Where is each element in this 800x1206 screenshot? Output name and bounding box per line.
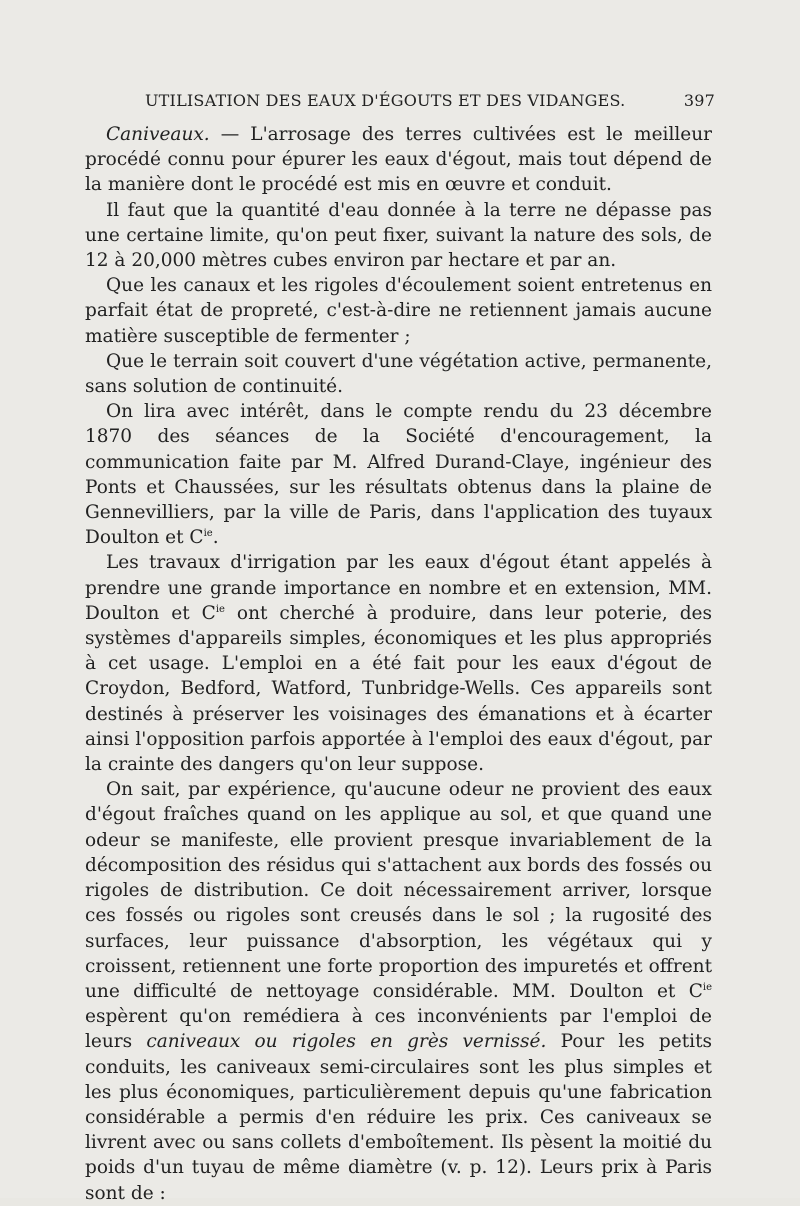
paragraph-text-cont: espèrent qu'on remédiera à ces inconvénients par l'emploi de leurs <box>85 1006 712 1053</box>
superscript: ie <box>203 528 213 540</box>
paragraph-odeur <box>85 777 712 1205</box>
paragraph-text: Les travaux d'irrigation par les eaux d'égout étant appelés à prendre une grande importance en nombre et en extension, MM. Doulton et C <box>85 552 712 624</box>
page-number: 397 <box>683 91 715 110</box>
paragraph-text: On lira avec intérêt, dans le compte rendu du 23 décembre 1870 des séances de la Société d'encouragement, la communication faite par M. Alfred Durand-Claye, ingénieur des Ponts et Chaussées, sur les résultats obtenus dans la plaine de Gennevilliers, par la ville de Paris, dans l'application des tuyaux Doulton et C <box>85 401 712 549</box>
paragraph-text: — L'arrosage des terres cultivées est le meilleur procédé connu pour épurer les eaux d'égout, mais tout dépend de la manière dont le procédé est mis en œuvre et conduit. <box>85 124 712 196</box>
superscript: ie <box>215 603 225 615</box>
superscript: ie <box>702 981 712 993</box>
paragraph-end: . <box>212 527 219 549</box>
italic-phrase: caniveaux ou rigoles en grès vernissé. <box>146 1031 547 1053</box>
paragraph-caniveaux <box>85 122 712 198</box>
paragraph-terrain: Que le terrain soit couvert d'une végétation active, permanente, sans solution de continuité. <box>85 350 712 398</box>
section-lead: Caniveaux. <box>106 124 210 145</box>
paragraph-text-cont: ont cherché à produire, dans leur poterie, des systèmes d'appareils simples, économiques et les plus appropriés à cet usage. L'emploi en a été fait pour les eaux d'égout de Croydon, Bedford, Watford, Tunbridge-Wells. Ces appareils sont destinés à préserver les voisinages des émanations et à écarter ainsi l'opposition parfois apportée à l'emploi des eaux d'égout, par la crainte des dangers qu'on leur suppose. <box>85 602 712 776</box>
paragraph-canaux: Que les canaux et les rigoles d'écoulement soient entretenus en parfait état de propreté, c'est-à-dire ne retiennent jamais aucune matière susceptible de fermenter ; <box>85 275 712 347</box>
paragraph-text: On sait, par expérience, qu'aucune odeur ne provient des eaux d'égout fraîches quand on les applique au sol, et que quand une odeur se manifeste, elle provient presque invariablement de la décomposition des résidus qui s'attachent aux bords des fossés ou rigoles de distribution. Ce doit nécessairement arriver, lorsque ces fossés ou rigoles sont creusés dans le sol ; la rugosité des surfaces, leur puissance d'absorption, les végétaux qui y croissent, retiennent une forte proportion des impuretés et offrent une difficulté de nettoyage considérable. MM. Doulton et C <box>85 779 712 1002</box>
paragraph-travaux <box>85 550 712 777</box>
paragraph-text-end: Pour les petits conduits, les caniveaux semi-circulaires sont les plus simples et les plus économiques, particulièrement depuis qu'une fabrication considérable a permis d'en réduire les prix. Ces caniveaux se livrent avec ou sans collets d'emboîtement. Ils pèsent la moitié du poids d'un tuyau de même diamètre (v. p. 12). Leurs prix à Paris sont de : <box>85 1031 713 1204</box>
paragraph-quantite: Il faut que la quantité d'eau donnée à la terre ne dépasse pas une certaine limite, qu'on peut fixer, suivant la nature des sols, de 12 à 20,000 mètres cubes environ par hectare et par an. <box>85 199 712 272</box>
body-text <box>85 122 712 1206</box>
header-title: UTILISATION DES EAUX D'ÉGOUTS ET DES VIDANGES. <box>145 91 626 110</box>
paragraph-compte-rendu <box>85 399 712 550</box>
